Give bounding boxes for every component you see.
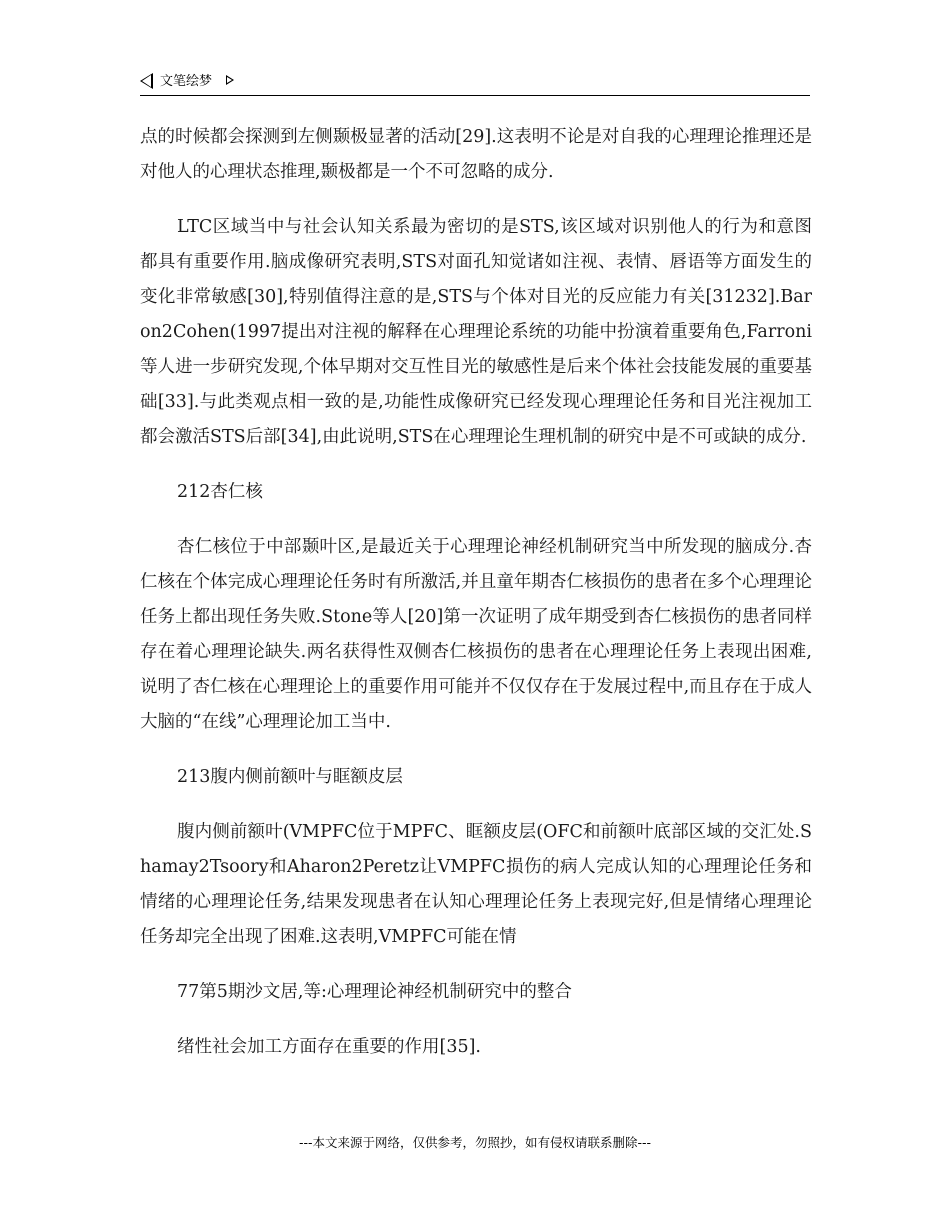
document-body — [140, 120, 812, 1085]
paragraph-continuation: 绪性社会加工方面存在重要的作用[35]. — [177, 1037, 481, 1057]
section-heading-vmpfc: 213腹内侧前额叶与眶额皮层 — [177, 767, 403, 787]
section-heading-amygdala: 212杏仁核 — [177, 482, 263, 502]
paragraph-1: 点的时候都会探测到左侧颞极显著的活动[29].这表明不论是对自我的心理理论推理还是对他人的心理状态推理,颞极都是一个不可忽略的成分. — [140, 127, 812, 182]
header-brand: 文笔绘梦 — [160, 74, 213, 89]
page-running-title: 77第5期沙文居,等:心理理论神经机制研究中的整合 — [177, 982, 572, 1002]
page-header — [140, 70, 810, 96]
paragraph-amygdala: 杏仁核位于中部颞叶区,是最近关于心理理论神经机制研究当中所发现的脑成分.杏仁核在个体完成心理理论任务时有所激活,并且童年期杏仁核损伤的患者在多个心理理论任务上都出现任务失败.Stone等人[20]第一次证明了成年期受到杏仁核损伤的患者同样存在着心理理论缺失.两名获得性双侧杏仁核损伤的患者在心理理论任务上表现出困难,说明了杏仁核在心理理论上的重要作用可能并不仅仅存在于发展过程中,而且存在于成人大脑的“在线”心理理论加工当中. — [140, 537, 812, 732]
paragraph-sts: LTC区域当中与社会认知关系最为密切的是STS,该区域对识别他人的行为和意图都具有重要作用.脑成像研究表明,STS对面孔知觉诸如注视、表情、唇语等方面发生的变化非常敏感[30],特别值得注意的是,STS与个体对目光的反应能力有关[31232].Baron2Cohen(1997提出对注视的解释在心理理论系统的功能中扮演着重要角色,Farroni等人进一步研究发现,个体早期对交互性目光的敏感性是后来个体社会技能发展的重要基础[33].与此类观点相一致的是,功能性成像研究已经发现心理理论任务和目光注视加工都会激活STS后部[34],由此说明,STS在心理理论生理机制的研究中是不可或缺的成分. — [140, 217, 812, 447]
footer-notice: ---本文来源于网络，仅供参考，勿照抄，如有侵权请联系删除--- — [298, 1135, 652, 1150]
triangle-left-icon — [140, 73, 153, 89]
paragraph-vmpfc: 腹内侧前额叶(VMPFC位于MPFC、眶额皮层(OFC和前额叶底部区域的交汇处.Shamay2Tsoory和Aharon2Peretz让VMPFC损伤的病人完成认知的心理理论任务和情绪的心理理论任务,结果发现患者在认知心理理论任务上表现完好,但是情绪心理理论任务却完全出现了困难.这表明,VMPFC可能在情 — [140, 822, 812, 947]
triangle-right-icon — [226, 75, 234, 85]
